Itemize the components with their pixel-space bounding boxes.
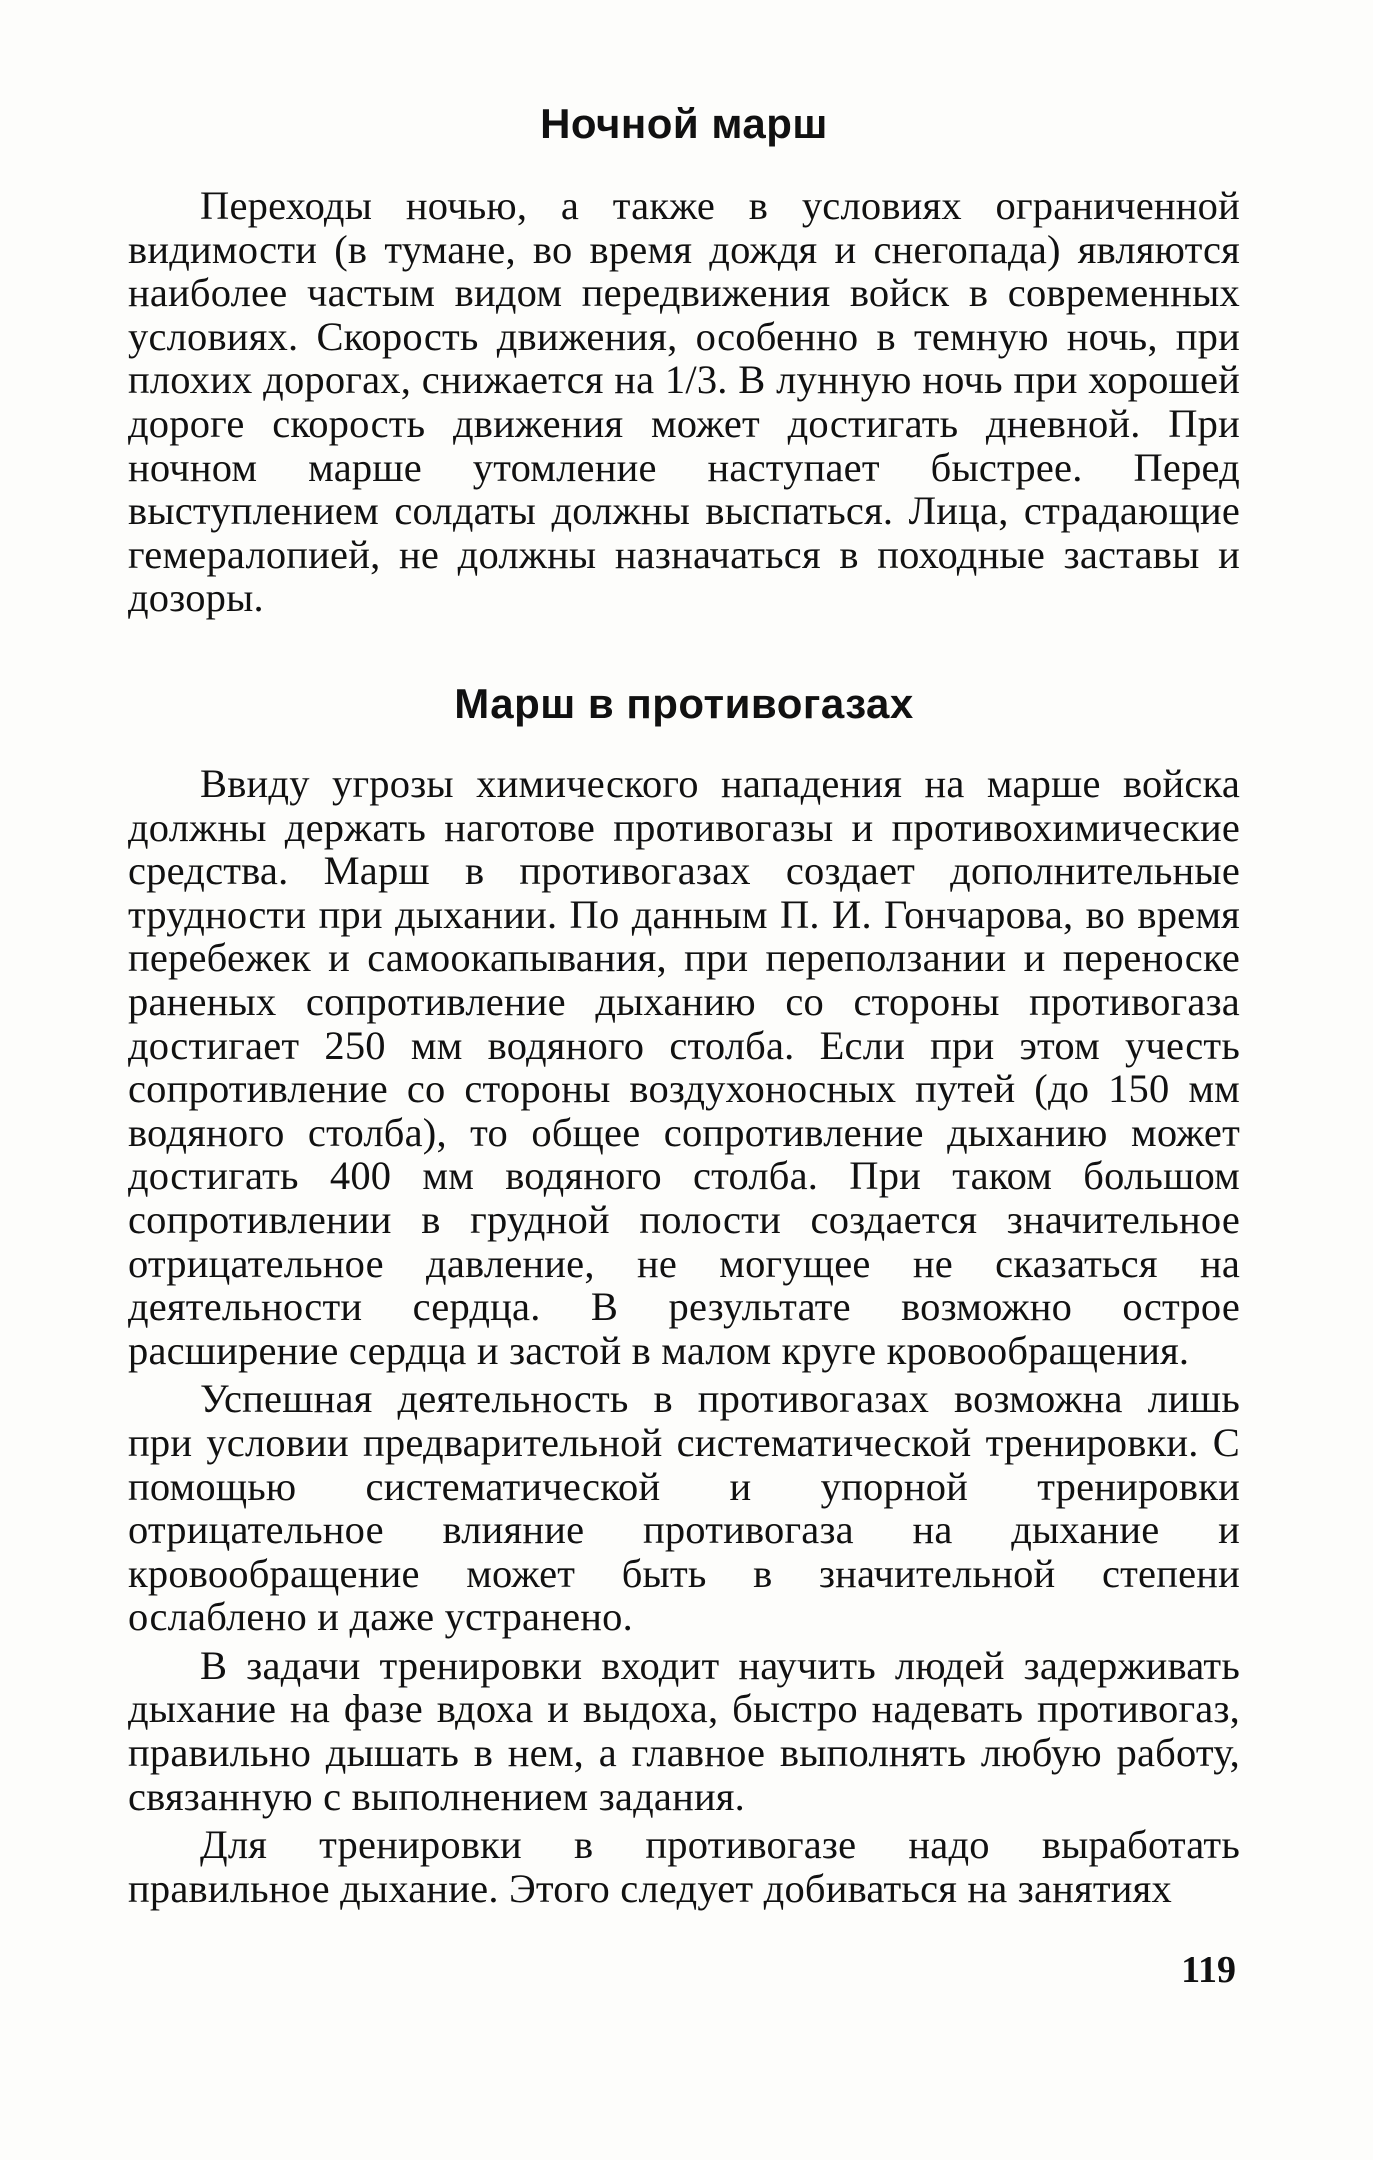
section-heading-night-march: Ночной марш xyxy=(540,100,828,147)
paragraph-chemical-threat: Ввиду угрозы химического нападения на марше войска должны держать наготове противогазы и противохимические средства. Марш в противогазах создает дополнительные трудности при дыхании. По данным П. И. Гончарова, во время перебежек и самоокапывания, при переползании и переноске раненых сопротивление дыханию со стороны противогаза достигает 250 мм водяного столба. Если при этом учесть сопротивление со стороны воздухоносных путей (до 150 мм водяного столба), то общее сопротивление дыханию может достигать 400 мм водяного столба. При таком большом сопротивлении в грудной полости создается значительное отрицательное давление, не могущее не сказаться на деятельности сердца. В результате возможно острое расширение сердца и застой в малом круге кровообращения. xyxy=(128,761,1240,1373)
paragraph-training-success: Успешная деятельность в противогазах возможна лишь при условии предварительной систематической тренировки. С помощью систематической и упорной тренировки отрицательное влияние противогаза на дыхание и кровообращение может быть в значительной степени ослаблено и даже устранено. xyxy=(128,1376,1240,1640)
paragraph-breathing-practice: Для тренировки в противогазе надо выработать правильное дыхание. Этого следует добиваться на занятиях xyxy=(128,1822,1240,1911)
paragraph-training-tasks: В задачи тренировки входит научить людей задерживать дыхание на фазе вдоха и выдоха, быстро надевать противогаз, правильно дышать в нем, а главное выполнять любую работу, связанную с выполнением задания. xyxy=(128,1642,1240,1819)
section-body-night-march xyxy=(128,184,1240,620)
section-body-gas-mask-march xyxy=(128,762,1240,1910)
paragraph-night-march: Переходы ночью, а также в условиях ограниченной видимости (в тумане, во время дождя и снегопада) являются наиболее частым видом передвижения войск в современных условиях. Скорость движения, особенно в темную ночь, при плохих дорогах, снижается на 1/3. В лунную ночь при хорошей дороге скорость движения может достигать дневной. При ночном марше утомление наступает быстрее. Перед выступлением солдаты должны выспаться. Лица, страдающие гемералопией, не должны назначаться в походные заставы и дозоры. xyxy=(128,183,1240,621)
section-heading-gas-mask-march: Марш в противогазах xyxy=(454,680,914,727)
page-number: 119 xyxy=(1181,1949,1236,1991)
